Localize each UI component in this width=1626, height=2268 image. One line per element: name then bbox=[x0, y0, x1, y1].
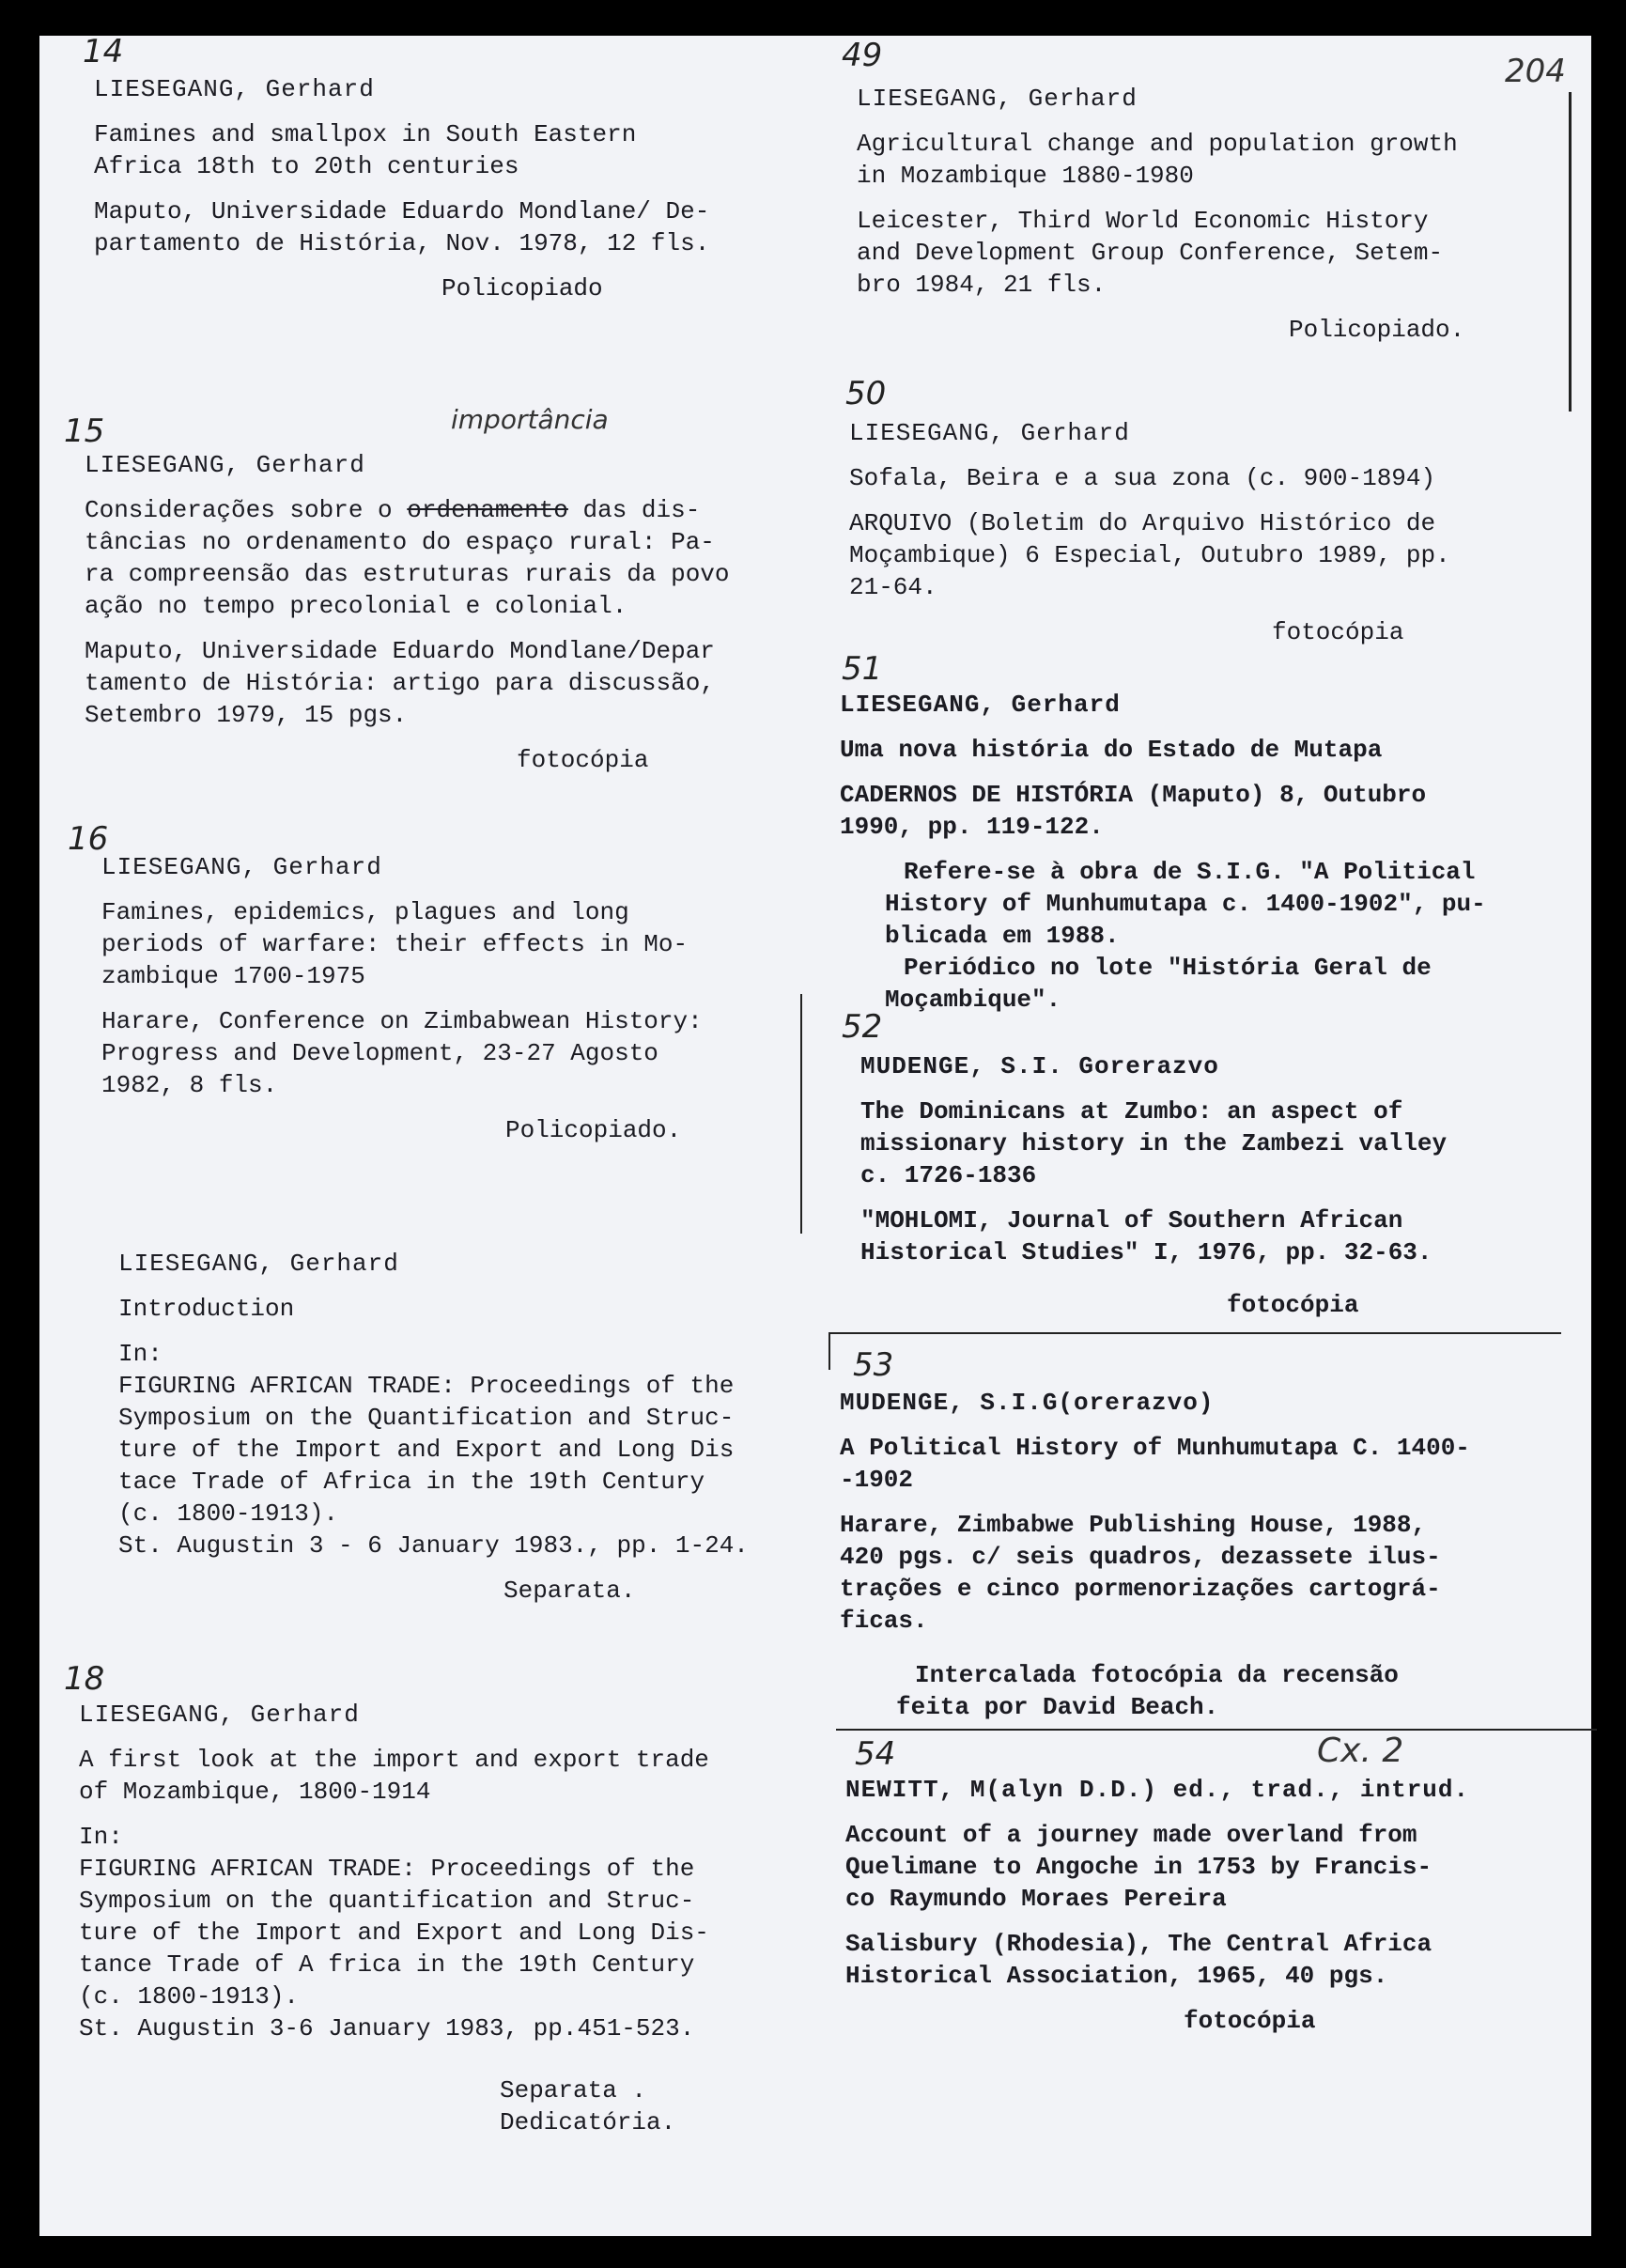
entry-pub-line: "MOHLOMI, Journal of Southern African bbox=[860, 1206, 1403, 1235]
entry-title-line: Introduction bbox=[118, 1295, 295, 1323]
entry-15 bbox=[64, 404, 730, 776]
entry-pub-line: St. Augustin 3 - 6 January 1983., pp. 1-24. bbox=[118, 1531, 749, 1560]
entry-52 bbox=[842, 1008, 1448, 1321]
entry-author: LIESEGANG, Gerhard bbox=[79, 1701, 360, 1729]
entry-pub-line: Harare, Conference on Zimbabwean History: bbox=[101, 1007, 703, 1035]
handwritten-correction: importância bbox=[451, 404, 609, 435]
entry-author: LIESEGANG, Gerhard bbox=[118, 1250, 399, 1278]
entry-title-line: A first look at the import and export trade bbox=[79, 1746, 709, 1774]
entry-pub-line: ficas. bbox=[840, 1607, 928, 1635]
entry-note: Policopiado bbox=[441, 274, 603, 303]
entry-49 bbox=[842, 37, 1465, 346]
entry-author: LIESEGANG, Gerhard bbox=[849, 419, 1130, 447]
entry-pub-line: 1982, 8 fls. bbox=[101, 1071, 278, 1099]
entry-pub-line: FIGURING AFRICAN TRADE: Proceedings of the bbox=[118, 1372, 735, 1400]
entry-16 bbox=[68, 820, 703, 1146]
entry-author: LIESEGANG, Gerhard bbox=[85, 451, 365, 479]
entry-pub-line: CADERNOS DE HISTÓRIA (Maputo) 8, Outubro bbox=[840, 781, 1427, 809]
entry-title-line: periods of warfare: their effects in Mo- bbox=[101, 930, 689, 958]
entry-52-bottom-rule bbox=[828, 1332, 1561, 1334]
entry-title-line: Account of a journey made overland from bbox=[845, 1821, 1417, 1849]
entry-note: Dedicatória. bbox=[500, 2108, 676, 2136]
entry-title-line: tâncias no ordenamento do espaço rural: Pa- bbox=[85, 528, 715, 556]
entry-note: Separata . bbox=[500, 2076, 647, 2105]
entry-in: In: bbox=[79, 1823, 123, 1851]
entry-title-line: Famines and smallpox in South Eastern bbox=[94, 120, 637, 148]
entry-author: LIESEGANG, Gerhard bbox=[840, 691, 1121, 719]
entry-pub-line: Leicester, Third World Economic History bbox=[857, 207, 1429, 235]
entry-pub-line: ture of the Import and Export and Long Dis bbox=[118, 1436, 735, 1464]
entry-title-line: ação no tempo precolonial e colonial. bbox=[85, 592, 627, 620]
entry-title-line: c. 1726-1836 bbox=[860, 1161, 1037, 1189]
entry-title-line: zambique 1700-1975 bbox=[101, 962, 365, 990]
entry-51 bbox=[840, 650, 1486, 1016]
entry-title-line: Quelimane to Angoche in 1753 by Francis- bbox=[845, 1853, 1432, 1881]
page-number: 204 bbox=[1505, 53, 1566, 90]
entry-pub-line: Historical Studies" I, 1976, pp. 32-63. bbox=[860, 1238, 1432, 1266]
entry-author: LIESEGANG, Gerhard bbox=[94, 75, 375, 103]
entry-author: LIESEGANG, Gerhard bbox=[101, 853, 382, 881]
entry-author: MUDENGE, S.I.G(orerazvo) bbox=[840, 1389, 1215, 1417]
entry-pub-line: Symposium on the Quantification and Struc- bbox=[118, 1404, 735, 1432]
entry-pub-line: Maputo, Universidade Eduardo Mondlane/ De- bbox=[94, 197, 710, 225]
entry-author: NEWITT, M(alyn D.D.) ed., trad., intrud. bbox=[845, 1776, 1470, 1804]
entry-title-line: Famines, epidemics, plagues and long bbox=[101, 898, 629, 926]
entry-18 bbox=[64, 1660, 709, 2138]
entry-number: 49 bbox=[842, 37, 883, 74]
entry-title-line: Africa 18th to 20th centuries bbox=[94, 152, 519, 180]
entry-pub-line: Progress and Development, 23-27 Agosto bbox=[101, 1039, 658, 1067]
entry-note: fotocópia bbox=[1227, 1291, 1359, 1319]
entry-53-rule bbox=[836, 1729, 1597, 1731]
entry-number: 18 bbox=[64, 1660, 105, 1698]
entry-number: 52 bbox=[842, 1008, 883, 1046]
entry-pub-line: bro 1984, 21 fls. bbox=[857, 271, 1107, 299]
entry-number: 50 bbox=[845, 375, 887, 412]
entry-pub-line: Maputo, Universidade Eduardo Mondlane/Depar bbox=[85, 637, 715, 665]
entry-note: fotocópia bbox=[1272, 618, 1404, 646]
entry-note: Policopiado. bbox=[1289, 316, 1465, 344]
entry-pub-line: partamento de História, Nov. 1978, 12 fls. bbox=[94, 229, 710, 257]
entry-pub-line: 420 pgs. c/ seis quadros, dezassete ilus- bbox=[840, 1543, 1441, 1571]
entry-pub-line: 1990, pp. 119-122. bbox=[840, 813, 1104, 841]
entry-number: 51 bbox=[842, 650, 883, 688]
entry-pub-line: (c. 1800-1913). bbox=[118, 1499, 339, 1528]
entry-14 bbox=[83, 33, 710, 304]
entry-pub-line: Salisbury (Rhodesia), The Central Africa bbox=[845, 1930, 1432, 1958]
entry-53 bbox=[840, 1346, 1470, 1723]
entry-pub-line: Symposium on the quantification and Struc- bbox=[79, 1887, 695, 1915]
entry-50 bbox=[845, 375, 1450, 648]
entry-pub-line: Setembro 1979, 15 pgs. bbox=[85, 701, 408, 729]
entry-note: Policopiado. bbox=[505, 1116, 682, 1144]
entry-pub-line: FIGURING AFRICAN TRADE: Proceedings of the bbox=[79, 1855, 695, 1883]
entry-note: Separata. bbox=[503, 1577, 636, 1605]
entry-title-line: -1902 bbox=[840, 1466, 914, 1494]
entry-title-line: co Raymundo Moraes Pereira bbox=[845, 1885, 1227, 1913]
entry-title-line: Uma nova história do Estado de Mutapa bbox=[840, 736, 1383, 764]
entry-remark-line: blicada em 1988. bbox=[885, 922, 1120, 950]
entry-number: 54 bbox=[855, 1735, 896, 1773]
entry-pub-line: and Development Group Conference, Setem- bbox=[857, 239, 1444, 267]
entry-in: In: bbox=[118, 1340, 163, 1368]
document-page bbox=[39, 33, 1591, 2236]
entry-number: 16 bbox=[68, 820, 109, 858]
entry-note: fotocópia bbox=[1184, 2007, 1316, 2035]
entry-title-line: missionary history in the Zambezi valley bbox=[860, 1129, 1448, 1157]
entry-pub-line: 21-64. bbox=[849, 573, 937, 601]
entry-pub-line: ture of the Import and Export and Long Dis- bbox=[79, 1918, 709, 1947]
entry-17 bbox=[118, 1248, 749, 1607]
entry-remark-line: feita por David Beach. bbox=[896, 1693, 1219, 1721]
entry-pub-line: Historical Association, 1965, 40 pgs. bbox=[845, 1962, 1388, 1990]
entry-title-line: ra compreensão das estruturas rurais da povo bbox=[85, 560, 730, 588]
entry-pub-line: trações e cinco pormenorizações cartográ- bbox=[840, 1575, 1441, 1603]
entry-remark-line: Periódico no lote "História Geral de bbox=[904, 954, 1432, 982]
entry-title-line: Sofala, Beira e a sua zona (c. 900-1894) bbox=[849, 464, 1436, 492]
entry-remark-line: Moçambique". bbox=[885, 986, 1061, 1014]
entry-pub-line: St. Augustin 3-6 January 1983, pp.451-523. bbox=[79, 2014, 695, 2043]
entry-pub-line: (c. 1800-1913). bbox=[79, 1982, 300, 2011]
entry-pub-line: tace Trade of Africa in the 19th Century bbox=[118, 1468, 705, 1496]
entry-pub-line: tamento de História: artigo para discussão, bbox=[85, 669, 715, 697]
entry-title-line: in Mozambique 1880-1980 bbox=[857, 162, 1194, 190]
entry-author: MUDENGE, S.I. Gorerazvo bbox=[860, 1052, 1219, 1080]
entry-note: fotocópia bbox=[517, 746, 649, 774]
margin-bar bbox=[1569, 92, 1572, 412]
entry-52-left-rule bbox=[800, 994, 802, 1234]
entry-52-bottom-rule-left bbox=[828, 1332, 830, 1370]
entry-number: 14 bbox=[83, 33, 124, 70]
entry-remark-line: Refere-se à obra de S.I.G. "A Political bbox=[904, 858, 1476, 886]
entry-title-line: A Political History of Munhumutapa C. 1400- bbox=[840, 1434, 1470, 1462]
entry-remark-line: History of Munhumutapa c. 1400-1902", pu- bbox=[885, 890, 1486, 918]
entry-title-line: Considerações sobre o ordenamento das dis- bbox=[85, 496, 701, 524]
entry-author: LIESEGANG, Gerhard bbox=[857, 85, 1138, 113]
entry-pub-line: Moçambique) 6 Especial, Outubro 1989, pp. bbox=[849, 541, 1450, 569]
entry-pub-line: Harare, Zimbabwe Publishing House, 1988, bbox=[840, 1511, 1427, 1539]
box-mark: Cx. 2 bbox=[1317, 1732, 1404, 1770]
entry-number: 15 bbox=[64, 412, 105, 450]
entry-title-line: Agricultural change and population growth bbox=[857, 130, 1458, 158]
entry-number: 53 bbox=[853, 1346, 894, 1384]
entry-pub-line: ARQUIVO (Boletim do Arquivo Histórico de bbox=[849, 509, 1436, 537]
entry-title-line: The Dominicans at Zumbo: an aspect of bbox=[860, 1097, 1403, 1126]
entry-pub-line: tance Trade of A frica in the 19th Century bbox=[79, 1950, 695, 1979]
entry-title-line: of Mozambique, 1800-1914 bbox=[79, 1778, 431, 1806]
entry-remark-line: Intercalada fotocópia da recensão bbox=[915, 1661, 1399, 1689]
